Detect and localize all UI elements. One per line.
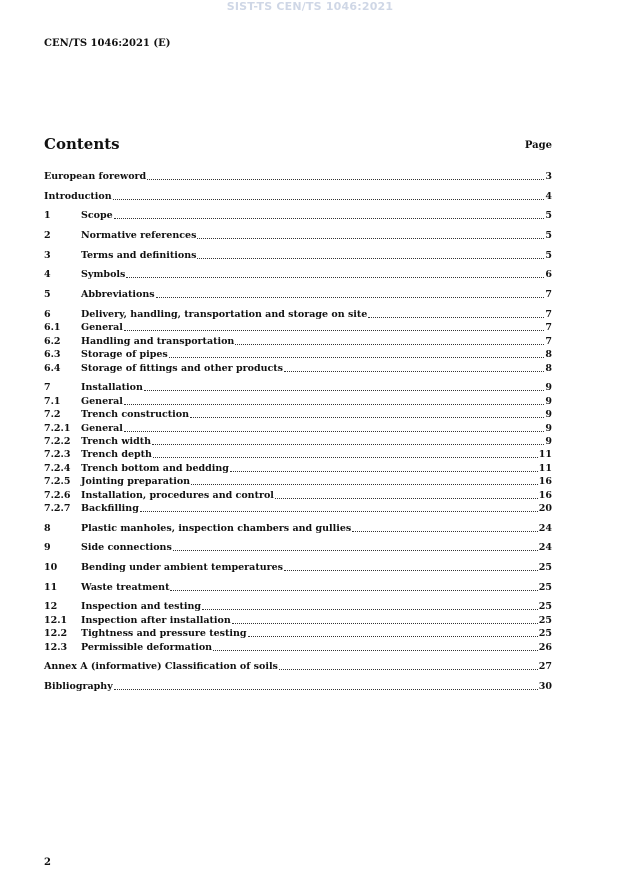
- toc-entry-title: Annex A (informative) Classification of soils: [44, 661, 278, 672]
- toc-dot-leader: [230, 470, 538, 472]
- toc-entry-title: Normative references: [81, 230, 197, 241]
- toc-entry-number: 7.2.1: [44, 423, 71, 434]
- toc-entry-page: 6: [545, 269, 552, 280]
- toc-entry-page: 7: [545, 336, 552, 347]
- toc-dot-leader: [113, 198, 545, 200]
- toc-entry-title: Tightness and pressure testing: [81, 628, 247, 639]
- toc-entry[interactable]: [44, 248, 552, 261]
- toc-entry-title: Symbols: [81, 269, 126, 280]
- document-id: CEN/TS 1046:2021 (E): [44, 38, 171, 49]
- toc-entry[interactable]: [44, 488, 552, 501]
- toc-dot-leader: [126, 276, 544, 278]
- toc-entry[interactable]: [44, 347, 552, 360]
- toc-dot-leader: [169, 356, 545, 358]
- toc-entry-page: 3: [545, 171, 552, 182]
- toc-entry[interactable]: [44, 659, 552, 672]
- toc-entry-page: 7: [545, 289, 552, 300]
- toc-dot-leader: [140, 510, 538, 512]
- toc-entry-page: 9: [545, 396, 552, 407]
- toc-dot-leader: [124, 329, 544, 331]
- toc-entry-page: 9: [545, 409, 552, 420]
- toc-entry-page: 4: [545, 191, 552, 202]
- toc-entry[interactable]: [44, 626, 552, 639]
- toc-entry-page: 25: [538, 615, 552, 626]
- toc-entry[interactable]: [44, 640, 552, 653]
- toc-entry-number: 6.4: [44, 363, 61, 374]
- toc-entry-page: 20: [538, 503, 552, 514]
- toc-dot-leader: [197, 257, 544, 259]
- toc-entry-title: General: [81, 396, 123, 407]
- toc-entry-number: 10: [44, 562, 58, 573]
- toc-entry[interactable]: [44, 228, 552, 241]
- toc-entry[interactable]: [44, 208, 552, 221]
- toc-entry-title: Introduction: [44, 191, 112, 202]
- toc-entry[interactable]: [44, 334, 552, 347]
- toc-entry-page: 9: [545, 436, 552, 447]
- toc-entry-page: 25: [538, 582, 552, 593]
- toc-dot-leader: [235, 343, 544, 345]
- toc-entry-number: 7.2: [44, 409, 61, 420]
- toc-entry-number: 12: [44, 601, 58, 612]
- toc-entry-page: 11: [538, 449, 552, 460]
- toc-entry[interactable]: [44, 560, 552, 573]
- toc-entry-page: 5: [545, 230, 552, 241]
- toc-entry-title: Installation, procedures and control: [81, 490, 274, 501]
- toc-dot-leader: [284, 370, 544, 372]
- toc-entry-number: 3: [44, 250, 51, 261]
- toc-entry-number: 8: [44, 523, 51, 534]
- toc-entry-number: 7.2.3: [44, 449, 71, 460]
- toc-entry-title: Trench construction: [81, 409, 190, 420]
- toc-entry-number: 7: [44, 382, 51, 393]
- toc-entry-page: 16: [538, 476, 552, 487]
- toc-entry-title: Trench width: [81, 436, 152, 447]
- toc-entry-title: Bibliography: [44, 681, 113, 692]
- toc-entry[interactable]: [44, 287, 552, 300]
- toc-entry[interactable]: [44, 521, 552, 534]
- toc-entry-page: 5: [545, 210, 552, 221]
- toc-entry-number: 12.3: [44, 642, 68, 653]
- toc-entry-number: 6.3: [44, 349, 61, 360]
- toc-entry[interactable]: [44, 679, 552, 692]
- toc-entry-number: 9: [44, 542, 51, 553]
- toc-entry[interactable]: [44, 501, 552, 514]
- toc-entry-title: Inspection and testing: [81, 601, 202, 612]
- toc-entry-page: 25: [538, 601, 552, 612]
- toc-entry-page: 26: [538, 642, 552, 653]
- toc-entry-title: Jointing preparation: [81, 476, 191, 487]
- toc-dot-leader: [124, 430, 544, 432]
- toc-entry-page: 25: [538, 562, 552, 573]
- toc-dot-leader: [114, 217, 545, 219]
- toc-entry-page: 27: [538, 661, 552, 672]
- toc-entry-title: Inspection after installation: [81, 615, 231, 626]
- toc-entry-number: 7.2.2: [44, 436, 71, 447]
- toc-entry-number: 6.2: [44, 336, 61, 347]
- toc-entry-title: Waste treatment: [81, 582, 170, 593]
- toc-entry-page: 24: [538, 523, 552, 534]
- toc-dot-leader: [144, 389, 545, 391]
- toc-entry-title: Delivery, handling, transportation and storage on site: [81, 309, 368, 320]
- toc-entry[interactable]: [44, 394, 552, 407]
- toc-dot-leader: [190, 416, 544, 418]
- toc-entry-number: 12.1: [44, 615, 68, 626]
- toc-entry[interactable]: [44, 421, 552, 434]
- toc-entry[interactable]: [44, 189, 552, 202]
- toc-dot-leader: [153, 456, 538, 458]
- toc-dot-leader: [197, 237, 544, 239]
- toc-entry[interactable]: [44, 380, 552, 393]
- toc-entry-page: 11: [538, 463, 552, 474]
- toc-entry-title: Side connections: [81, 542, 172, 553]
- toc-dot-leader: [275, 497, 538, 499]
- toc-entry[interactable]: [44, 461, 552, 474]
- toc-entry-number: 4: [44, 269, 51, 280]
- toc-entry-number: 7.2.6: [44, 490, 71, 501]
- toc-dot-leader: [147, 178, 544, 180]
- toc-entry-number: 1: [44, 210, 51, 221]
- toc-entry[interactable]: [44, 434, 552, 447]
- toc-entry-title: European foreword: [44, 171, 147, 182]
- toc-entry-title: Storage of fittings and other products: [81, 363, 284, 374]
- toc-entry-title: Abbreviations: [81, 289, 155, 300]
- toc-entry-page: 24: [538, 542, 552, 553]
- toc-entry-title: Trench bottom and bedding: [81, 463, 229, 474]
- toc-dot-leader: [124, 403, 544, 405]
- toc-entry-page: 30: [538, 681, 552, 692]
- toc-entry-title: Backfilling: [81, 503, 139, 514]
- toc-entry[interactable]: [44, 599, 552, 612]
- toc-entry[interactable]: [44, 407, 552, 420]
- toc-entry[interactable]: [44, 613, 552, 626]
- toc-entry-page: 7: [545, 322, 552, 333]
- toc-entry-page: 7: [545, 309, 552, 320]
- toc-dot-leader: [352, 530, 538, 532]
- toc-dot-leader: [279, 668, 538, 670]
- toc-dot-leader: [173, 549, 538, 551]
- toc-entry-title: Storage of pipes: [81, 349, 168, 360]
- toc-entry[interactable]: [44, 320, 552, 333]
- toc-entry[interactable]: [44, 447, 552, 460]
- toc-entry[interactable]: [44, 474, 552, 487]
- toc-dot-leader: [152, 443, 544, 445]
- toc-entry[interactable]: [44, 580, 552, 593]
- watermark: SIST-TS CEN/TS 1046:2021: [226, 0, 394, 13]
- toc-entry[interactable]: [44, 267, 552, 280]
- toc-entry-page: 8: [545, 349, 552, 360]
- toc-dot-leader: [156, 296, 545, 298]
- toc-entry-page: 9: [545, 382, 552, 393]
- toc-entry-title: Bending under ambient temperatures: [81, 562, 284, 573]
- toc-entry-page: 8: [545, 363, 552, 374]
- toc-dot-leader: [191, 483, 538, 485]
- toc-entry-number: 2: [44, 230, 51, 241]
- toc-entry-title: Handling and transportation: [81, 336, 235, 347]
- toc-entry[interactable]: [44, 307, 552, 320]
- toc-entry-page: 16: [538, 490, 552, 501]
- toc-entry-number: 6.1: [44, 322, 61, 333]
- toc-entry[interactable]: [44, 361, 552, 374]
- toc-entry-number: 7.2.7: [44, 503, 71, 514]
- toc-dot-leader: [368, 316, 544, 318]
- toc-entry-number: 12.2: [44, 628, 68, 639]
- toc-dot-leader: [170, 589, 537, 591]
- toc-entry-title: Installation: [81, 382, 143, 393]
- toc-entry-page: 9: [545, 423, 552, 434]
- toc-entry-title: Trench depth: [81, 449, 152, 460]
- toc-entry-title: General: [81, 322, 123, 333]
- toc-entry[interactable]: [44, 169, 552, 182]
- toc-dot-leader: [248, 635, 538, 637]
- toc-entry-title: Scope: [81, 210, 113, 221]
- toc-entry-title: General: [81, 423, 123, 434]
- toc-entry-number: 11: [44, 582, 58, 593]
- toc-entry[interactable]: [44, 540, 552, 553]
- toc-dot-leader: [213, 649, 538, 651]
- page-column-label: Page: [524, 140, 552, 151]
- toc-entry-title: Permissible deformation: [81, 642, 213, 653]
- page-number: 2: [44, 857, 51, 868]
- toc-entry-number: 7.2.4: [44, 463, 71, 474]
- toc-entry-number: 7.1: [44, 396, 61, 407]
- toc-entry-number: 7.2.5: [44, 476, 71, 487]
- toc-entry-page: 25: [538, 628, 552, 639]
- toc-dot-leader: [284, 569, 538, 571]
- toc-entry-page: 5: [545, 250, 552, 261]
- toc-dot-leader: [114, 688, 538, 690]
- toc-entry-title: Plastic manholes, inspection chambers and gullies: [81, 523, 352, 534]
- toc-entry-number: 5: [44, 289, 51, 300]
- contents-heading: Contents: [44, 135, 120, 153]
- toc-dot-leader: [202, 608, 538, 610]
- toc-dot-leader: [232, 622, 538, 624]
- toc-entry-number: 6: [44, 309, 51, 320]
- toc-entry-title: Terms and definitions: [81, 250, 197, 261]
